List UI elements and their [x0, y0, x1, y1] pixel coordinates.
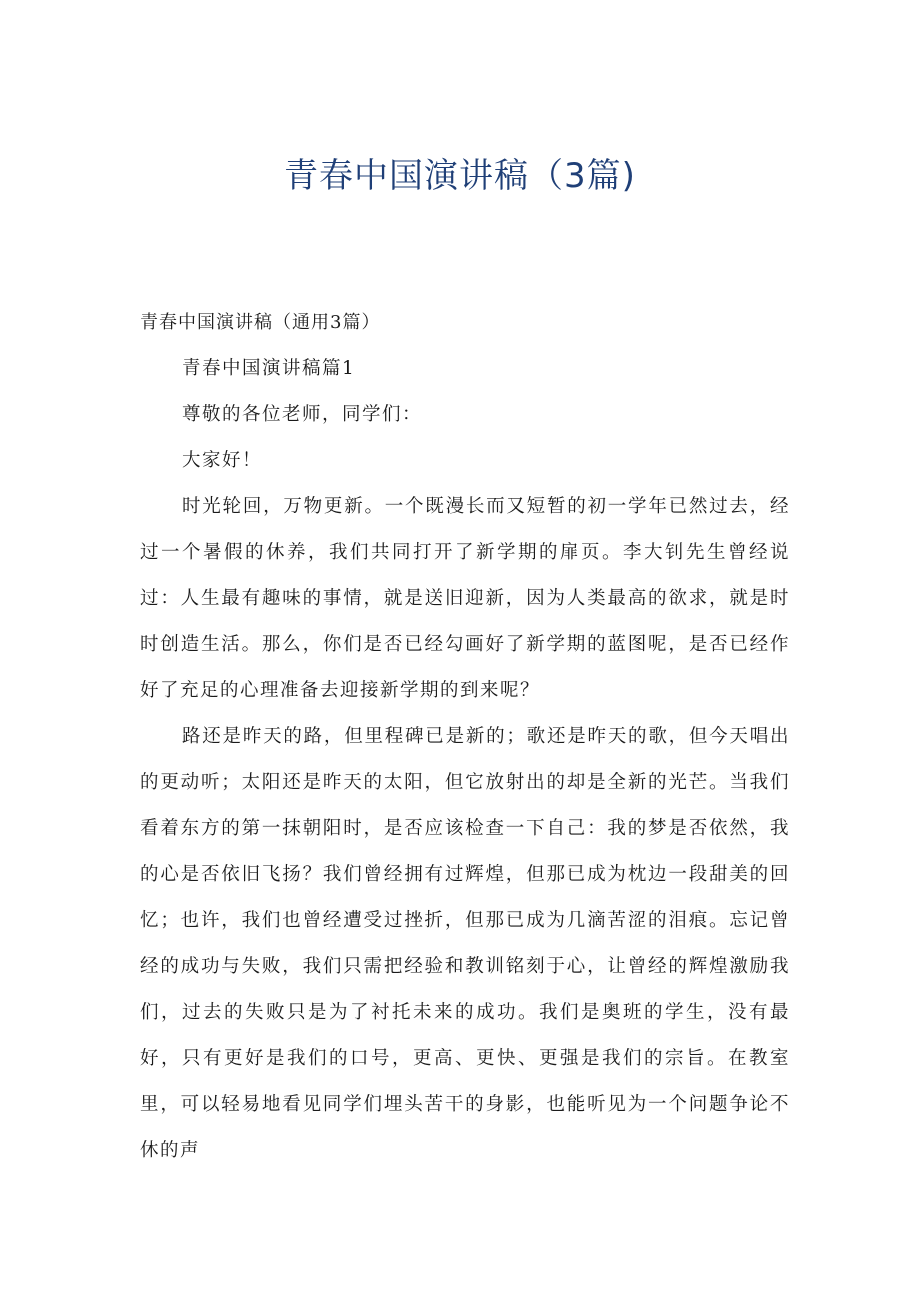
document-subtitle: 青春中国演讲稿（通用3篇） [140, 312, 381, 333]
document-body [140, 300, 790, 1174]
body-paragraph-1: 时光轮回，万物更新。一个既漫长而又短暂的初一学年已然过去，经过一个暑假的休养，我们共同打开了新学期的扉页。李大钊先生曾经说过：人生最有趣味的事情，就是送旧迎新，因为人类最高的欲求，就是时时创造生活。那么，你们是否已经勾画好了新学期的蓝图呢，是否已经作好了充足的心理准备去迎接新学期的到来呢？ [140, 496, 790, 701]
section-heading: 青春中国演讲稿篇1 [182, 358, 356, 379]
page-title: 青春中国演讲稿（3篇) [284, 156, 636, 196]
body-paragraph-2: 路还是昨天的路，但里程碑已是新的；歌还是昨天的歌，但今天唱出的更动听；太阳还是昨天的太阳，但它放射出的却是全新的光芒。当我们看着东方的第一抹朝阳时，是否应该检查一下自己：我的梦是否依然，我的心是否依旧飞扬？我们曾经拥有过辉煌，但那已成为枕边一段甜美的回忆；也许，我们也曾经遭受过挫折，但那已成为几滴苦涩的泪痕。忘记曾经的成功与失败，我们只需把经验和教训铭刻于心，让曾经的辉煌激励我们，过去的失败只是为了衬托未来的成功。我们是奥班的学生，没有最好，只有更好是我们的口号，更高、更快、更强是我们的宗旨。在教室里，可以轻易地看见同学们埋头苦干的身影，也能听见为一个问题争论不休的声 [140, 726, 790, 1161]
greeting: 大家好！ [182, 450, 263, 471]
salutation: 尊敬的各位老师，同学们： [182, 404, 423, 425]
